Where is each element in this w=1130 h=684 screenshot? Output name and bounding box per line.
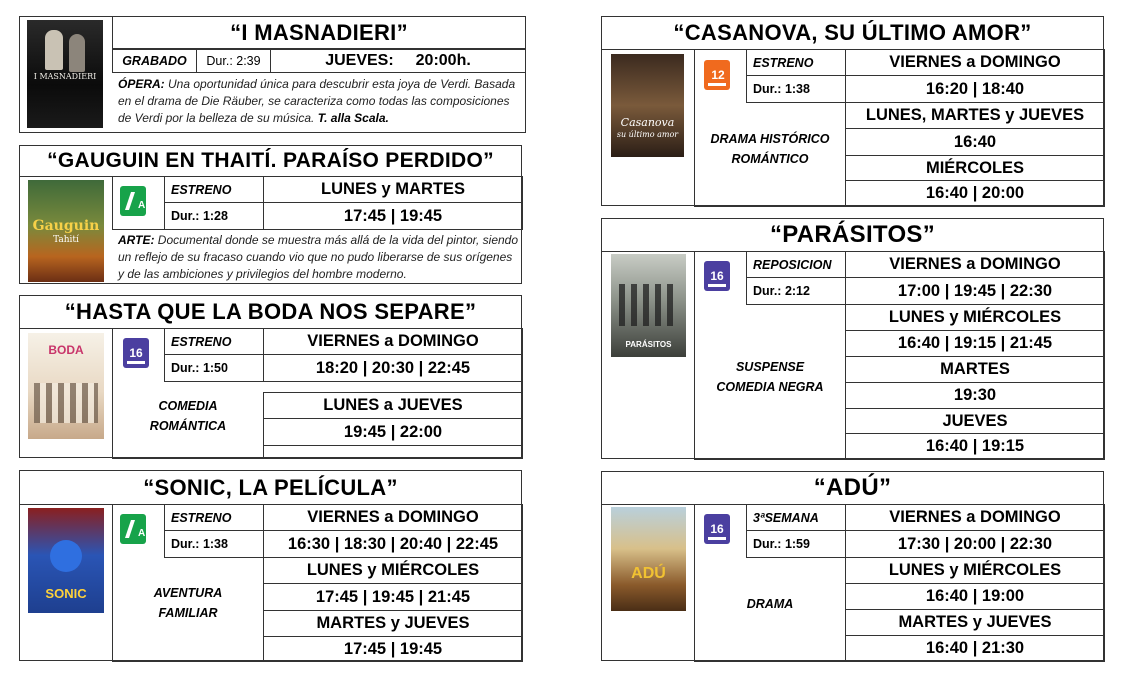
schedule-times: 16:40 | 19:15 (845, 433, 1105, 460)
schedule-times: 17:45 | 19:45 | 21:45 (263, 583, 523, 611)
svg-text:16: 16 (710, 522, 724, 536)
schedule-times: 17:45 | 19:45 (263, 636, 523, 662)
schedule-days: MARTES y JUEVES (263, 610, 523, 637)
schedule-days: LUNES y MIÉRCOLES (845, 304, 1105, 331)
svg-text:A: A (138, 528, 146, 539)
schedule-days: VIERNES a DOMINGO (263, 504, 523, 531)
poster-title: SONIC (45, 586, 87, 601)
rating-16-icon (123, 338, 149, 368)
schedule-times: 18:20 | 20:30 | 22:45 (263, 354, 523, 382)
svg-text:16: 16 (129, 346, 143, 360)
schedule-days: VIERNES a DOMINGO (263, 328, 523, 355)
genre-line-1: DRAMA HISTÓRICO (710, 132, 830, 146)
release-label: ESTRENO (164, 328, 264, 355)
release-label: ESTRENO (164, 176, 264, 203)
release-label: 3ªSEMANA (746, 504, 846, 531)
schedule-time: 20:00h. (415, 52, 471, 69)
rating-12-icon (704, 60, 730, 90)
movie-poster[interactable] (28, 180, 104, 282)
schedule-times: 16:20 | 18:40 (845, 75, 1105, 103)
genre-line-1: COMEDIA (158, 399, 218, 413)
genre-line-2: COMEDIA NEGRA (716, 380, 824, 394)
description-text: Documental donde se muestra más allá de la vida del pintor, siendo un reflejo de su fracaso cuando vio que no pudo liberarse de sus orígenes y de las ambiciones y privilegios del hombre moderno. (118, 233, 519, 281)
schedule-times: 17:30 | 20:00 | 22:30 (845, 530, 1105, 558)
schedule-times: 19:30 (845, 382, 1105, 409)
schedule-times: 17:45 | 19:45 (263, 202, 523, 230)
schedule-times: 16:30 | 18:30 | 20:40 | 22:45 (263, 530, 523, 558)
movie-card-boda (19, 295, 522, 458)
genre-label (694, 129, 846, 169)
movie-card-casanova (601, 16, 1104, 206)
schedule-days: MIÉRCOLES (845, 155, 1105, 181)
category-label: ARTE: (118, 233, 155, 247)
movie-description (118, 76, 520, 127)
schedule-times: 16:40 (845, 128, 1105, 156)
poster-title: Casanova (620, 116, 675, 129)
genre-label (112, 396, 264, 436)
schedule-days: VIERNES a DOMINGO (845, 504, 1105, 531)
movie-poster[interactable] (28, 508, 104, 613)
release-label: ESTRENO (164, 504, 264, 531)
schedule-days: LUNES a JUEVES (263, 392, 523, 419)
movie-poster[interactable] (611, 254, 686, 357)
genre-line-1: AVENTURA (153, 586, 223, 600)
rating-16-icon (704, 261, 730, 291)
release-label: ESTRENO (746, 49, 846, 76)
release-label: REPOSICION (746, 251, 846, 278)
svg-text:12: 12 (711, 68, 725, 82)
rating-a-icon (120, 186, 146, 216)
schedule-times: 16:40 | 20:00 (845, 180, 1105, 207)
schedule-times: 19:45 | 22:00 (263, 418, 523, 446)
svg-text:A: A (138, 200, 146, 211)
movie-title: “I MASNADIERI” (112, 17, 525, 49)
movie-title: “PARÁSITOS” (602, 219, 1103, 252)
movie-card-adu (601, 471, 1104, 661)
schedule-times: 16:40 | 19:15 | 21:45 (845, 330, 1105, 357)
genre-line-1: DRAMA (746, 597, 794, 611)
genre-line-2: ROMÁNTICA (149, 419, 227, 433)
schedule-days: LUNES y MIÉRCOLES (263, 557, 523, 584)
svg-text:16: 16 (710, 269, 724, 283)
movie-title: “HASTA QUE LA BODA NOS SEPARE” (20, 296, 521, 329)
poster-subtitle: su último amor (616, 130, 679, 139)
movie-description (118, 232, 520, 283)
rating-a-icon (120, 514, 146, 544)
description-text: Una oportunidad única para descubrir esta joya de Verdi. Basada en el drama de Die Räuber, se caracteriza como todas las composiciones de Verdi por la belleza de su música. (118, 77, 516, 125)
genre-label (694, 357, 846, 397)
genre-label (694, 594, 846, 614)
category-label: ÓPERA: (118, 77, 165, 91)
movie-title: “CASANOVA, SU ÚLTIMO AMOR” (602, 17, 1103, 50)
genre-label (112, 583, 264, 623)
format-label: GRABADO (112, 49, 197, 73)
duration-label: Dur.: 2:12 (746, 277, 846, 305)
movie-card-sonic (19, 470, 522, 661)
duration-label: Dur.: 1:59 (746, 530, 846, 558)
genre-line-2: ROMÁNTICO (731, 152, 809, 166)
movie-card-gauguin (19, 145, 522, 284)
duration-label: Dur.: 1:38 (164, 530, 264, 558)
rating-16-icon (704, 514, 730, 544)
movie-title: “GAUGUIN EN THAITÍ. PARAÍSO PERDIDO” (20, 146, 521, 177)
movie-title: “SONIC, LA PELÍCULA” (20, 471, 521, 505)
schedule-day: JUEVES: (325, 52, 394, 69)
venue-label: T. alla Scala. (317, 111, 389, 125)
duration-label: Dur.: 1:38 (746, 75, 846, 103)
schedule-cell (270, 49, 526, 73)
duration-label: Dur.: 1:28 (164, 202, 264, 230)
poster-title: Gauguin (32, 218, 100, 234)
genre-line-1: SUSPENSE (735, 360, 805, 374)
movie-poster[interactable] (28, 333, 104, 439)
movie-title: “ADÚ” (602, 472, 1103, 505)
schedule-days: JUEVES (845, 408, 1105, 434)
schedule-days: VIERNES a DOMINGO (845, 49, 1105, 76)
poster-title: ADÚ (631, 565, 666, 582)
genre-line-2: FAMILIAR (158, 606, 218, 620)
movie-card-parasitos (601, 218, 1104, 459)
duration-label: Dur.: 1:50 (164, 354, 264, 382)
schedule-days: MARTES (845, 356, 1105, 383)
schedule-days: LUNES y MIÉRCOLES (845, 557, 1105, 584)
schedule-days: LUNES y MARTES (263, 176, 523, 203)
schedule-days: MARTES y JUEVES (845, 609, 1105, 636)
duration-label: Dur.: 2:39 (196, 49, 271, 73)
movie-card-masnadieri (19, 16, 526, 133)
poster-subtitle: Tahití (53, 235, 79, 245)
movie-poster[interactable] (611, 54, 684, 157)
schedule-times: 16:40 | 21:30 (845, 635, 1105, 662)
poster-title: PARÁSITOS (625, 340, 672, 349)
schedule-days: VIERNES a DOMINGO (845, 251, 1105, 278)
movie-poster[interactable] (611, 507, 686, 611)
empty-row (263, 445, 523, 459)
poster-title: I MASNADIERI (33, 72, 97, 81)
movie-poster[interactable] (27, 20, 103, 128)
poster-title: BODA (48, 343, 84, 357)
schedule-times: 16:40 | 19:00 (845, 583, 1105, 610)
schedule-times: 17:00 | 19:45 | 22:30 (845, 277, 1105, 305)
schedule-days: LUNES, MARTES y JUEVES (845, 102, 1105, 129)
